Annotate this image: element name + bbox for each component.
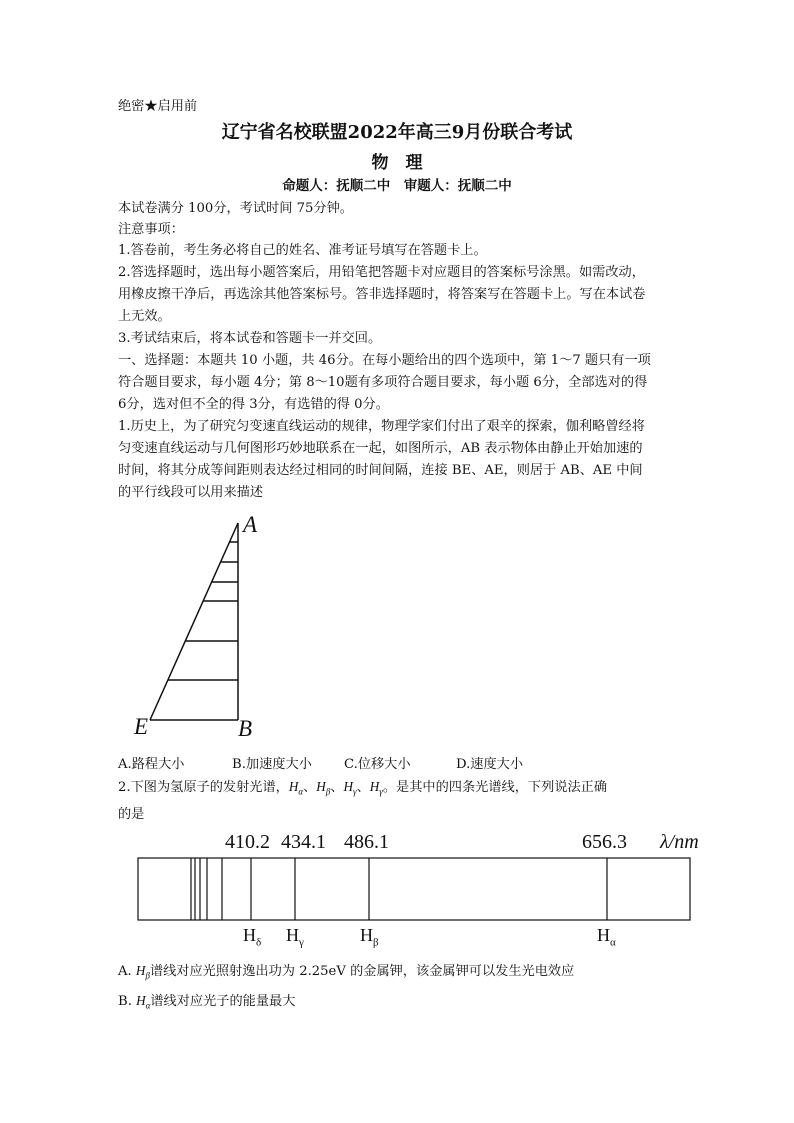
note-2-line-1: 2.答选择题时，选出每小题答案后，用铅笔把答题卡对应题目的答案标号涂黑。如需改动， [118,265,645,280]
hydrogen-spectrum [137,855,693,923]
note-2-line-2: 用橡皮擦干净后，再选涂其他答案标号。答非选择题时，将答案写在答题卡上。写在本试卷 [118,287,646,302]
wavelength-410: 410.2 [225,831,270,853]
wavelength-486: 486.1 [344,831,389,853]
wavelength-656: 656.3 [582,831,627,853]
q2-suffix: 。是其中的四条光谱线，下列说法正确 [382,780,608,795]
h-gamma-label: $H_\gamma$ [286,925,304,949]
h-beta-symbol-option-a: $H_\beta$ [135,963,150,981]
point-a-label: A [243,512,258,537]
q2-prefix: 2.下图为氢原子的发射光谱， [118,780,289,795]
h-gamma-symbol-2: $H_\gamma$ [369,779,383,797]
section1-line-1: 一、选择题：本题共 10 小题，共 46分。在每小题给出的四个选项中，第 1～7 题只有一项 [118,353,651,368]
wavelength-434: 434.1 [281,831,326,853]
point-b-label: B [238,716,253,741]
confidential-mark: 绝密★启用前 [118,99,198,114]
h-gamma-symbol: $H_\gamma$ [343,779,357,797]
note-2-line-3: 上无效。 [118,309,171,324]
author-line: 命题人：抚顺二中 审题人：抚顺二中 [282,178,512,194]
q1-line-1: 1.历史上，为了研究匀变速直线运动的规律，物理学家们付出了艰辛的探索，伽利略曾经将 [118,419,645,434]
q1-option-d: D.速度大小 [456,757,524,772]
q2-option-b: B. $H_\alpha$谱线对应光子的能量最大 [118,993,296,1011]
exam-title: 辽宁省名校联盟2022年高三9月份联合考试 [221,122,573,143]
q1-option-a: A.路程大小 [118,757,185,772]
q2-line-1: 2.下图为氢原子的发射光谱，$H_\alpha$、$H_\beta$、$H_\gamma$、$H_\gamma$。是其中的四条光谱线，下列说法正确 [118,779,608,797]
note-3: 3.考试结束后，将本试卷和答题卡一并交回。 [118,331,382,346]
section1-line-3: 6分，选对但不全的得 3分，有选错的得 0分。 [118,397,389,412]
q1-triangle-figure [130,515,280,745]
h-beta-label: $H_\beta$ [360,925,379,949]
h-delta-label: $H_\delta$ [243,925,262,949]
q1-line-4: 的平行线段可以用来描述 [118,485,264,500]
q2-line-2: 的是 [118,807,145,822]
notes-title: 注意事项： [118,222,184,237]
q2-option-a: A. $H_\beta$谱线对应光照射逸出功为 2.25eV 的金属钾，该金属钾可以发生光电效应 [118,963,575,981]
q1-line-3: 时间，将其分成等间距则表达经过相同的时间间隔，连接 BE、AE，则居于 AB、AE 中间 [118,463,643,478]
note-1: 1.答卷前，考生务必将自己的姓名、准考证号填写在答题卡上。 [118,243,487,258]
h-alpha-symbol-option-b: $H_\alpha$ [136,993,151,1011]
h-alpha-symbol: $H_\alpha$ [288,779,304,797]
segment-ae [150,523,238,720]
h-beta-symbol: $H_\beta$ [316,779,331,797]
q1-option-b: B.加速度大小 [232,757,312,772]
h-alpha-label: $H_\alpha$ [597,925,616,949]
intro-score-time: 本试卷满分 100分，考试时间 75分钟。 [118,201,353,216]
q1-line-2: 匀变速直线运动与几何图形巧妙地联系在一起，如图所示，AB 表示物体由静止开始加速的 [118,441,643,456]
q1-option-c: C.位移大小 [344,757,411,772]
point-e-label: E [134,714,149,739]
subject-title: 物 理 [371,153,423,173]
section1-line-2: 符合题目要求，每小题 4分；第 8～10题有多项符合题目要求，每小题 6分，全部选对的得 [118,375,648,390]
wavelength-unit: λ/nm [660,831,699,853]
